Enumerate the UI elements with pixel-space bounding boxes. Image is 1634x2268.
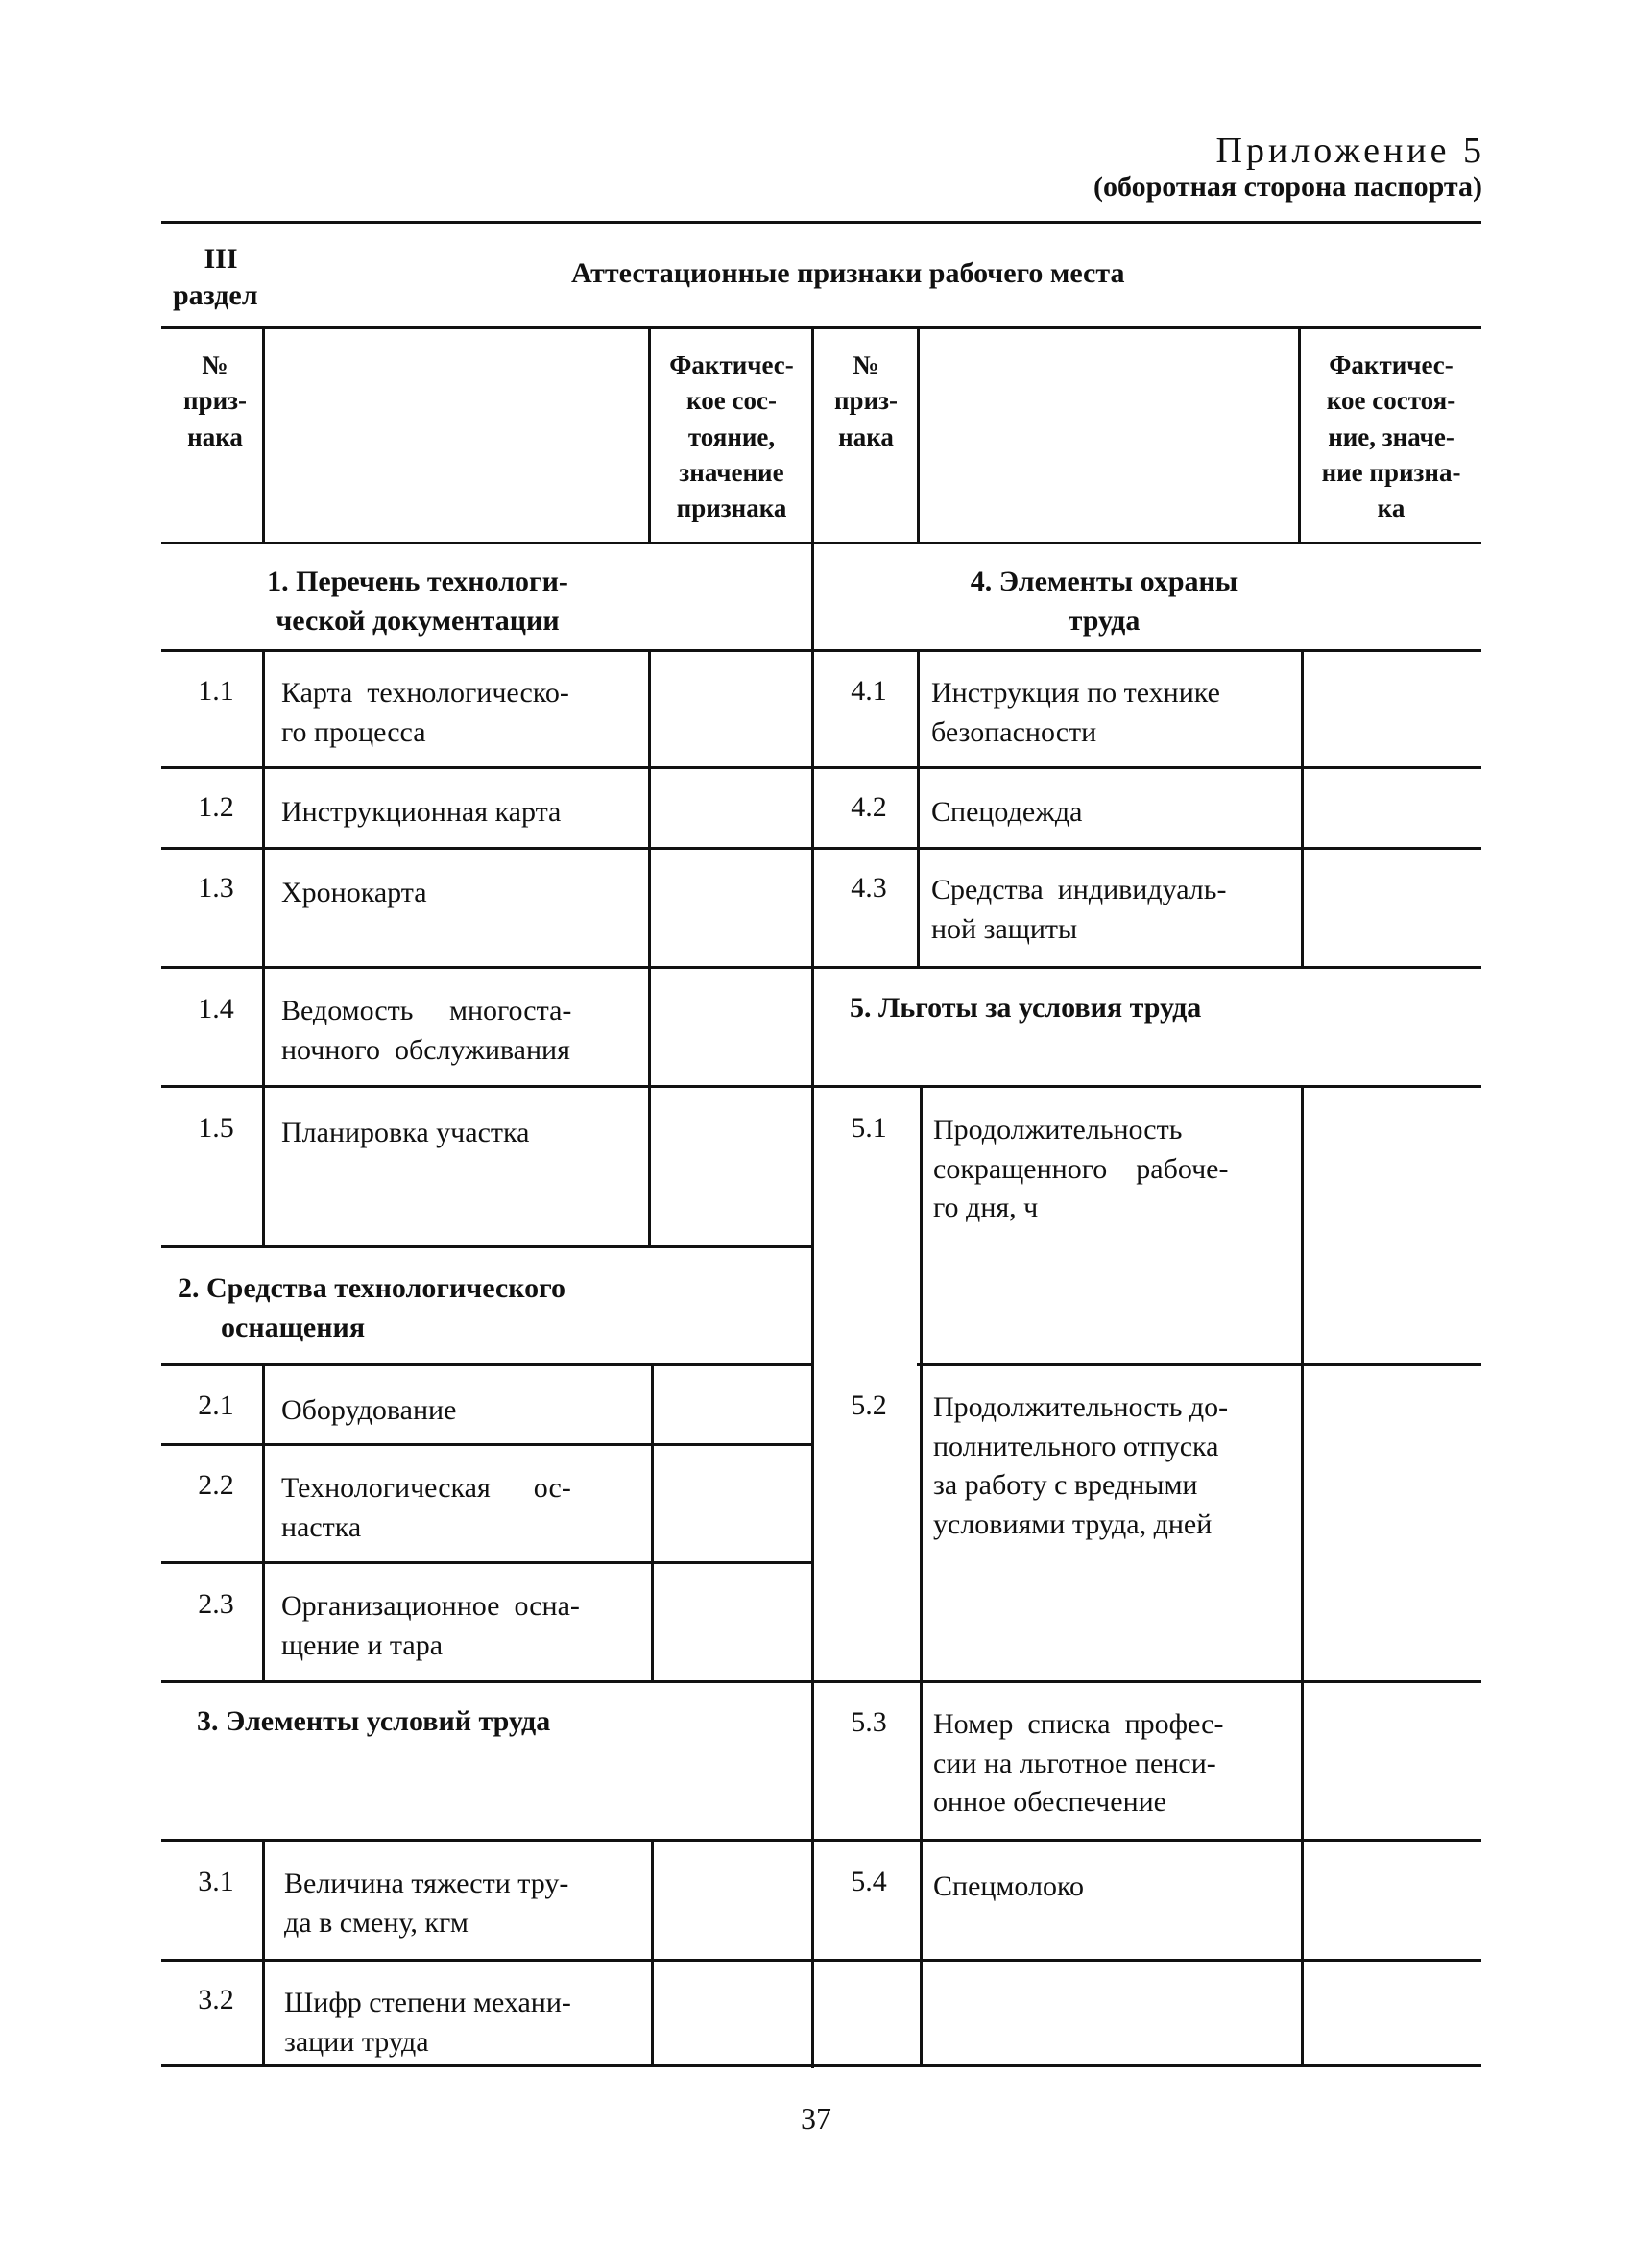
rule-r12-top bbox=[161, 766, 812, 769]
appendix-title: Приложение 5 bbox=[1215, 131, 1485, 171]
vline-l2c bbox=[651, 1839, 654, 2066]
row-4-3-num: 4.3 bbox=[851, 872, 887, 904]
group-2-title: 2. Средства технологического оснащения bbox=[178, 1272, 565, 1343]
row-1-5-text: Планировка участка bbox=[281, 1117, 530, 1148]
rule-bottom-right bbox=[811, 2064, 1481, 2067]
rule-r54-top bbox=[811, 1839, 1481, 1842]
section-number: III bbox=[204, 243, 238, 275]
vline-l1b bbox=[262, 1363, 265, 1682]
rule-header-top bbox=[161, 326, 1481, 329]
row-4-2-num: 4.2 bbox=[851, 791, 887, 823]
row-5-2-text: Продолжительность до- полнительного отпуска за работу с вредными условиями труда, дней bbox=[933, 1391, 1229, 1540]
row-2-2-text: Технологическая ос- настка bbox=[281, 1472, 571, 1543]
vline-h1 bbox=[262, 326, 265, 543]
row-4-1-text: Инструкция по технике безопасности bbox=[931, 677, 1220, 748]
row-4-1-num: 4.1 bbox=[851, 675, 887, 707]
row-1-2-text: Инструкционная карта bbox=[281, 796, 562, 828]
vline-r1b bbox=[920, 1085, 923, 2066]
rule-r13-top bbox=[161, 847, 812, 850]
rule-g3-top bbox=[161, 1680, 812, 1683]
vline-r2b bbox=[1301, 1085, 1304, 2066]
row-3-2-text: Шифр степени механи- зации труда bbox=[284, 1987, 571, 2058]
group-1-title: 1. Перечень технологи- ческой документации bbox=[267, 566, 568, 637]
row-5-2-num: 5.2 bbox=[851, 1389, 887, 1421]
row-2-1-text: Оборудование bbox=[281, 1394, 457, 1426]
row-1-1-num: 1.1 bbox=[198, 675, 234, 707]
appendix-subtitle: (оборотная сторона паспорта) bbox=[1093, 171, 1482, 203]
row-2-1-num: 2.1 bbox=[198, 1389, 234, 1421]
vline-r1a bbox=[917, 649, 920, 968]
rule-r11-top bbox=[161, 649, 1481, 652]
vline-l1c bbox=[262, 1839, 265, 2066]
col-value-right: Фактичес- кое состоя- ние, значе- ние призна- ка bbox=[1321, 350, 1461, 522]
row-3-1-text: Величина тяжести тру- да в смену, кгм bbox=[284, 1868, 569, 1939]
row-4-3-text: Средства индивидуаль- ной защиты bbox=[931, 874, 1227, 945]
row-2-3-num: 2.3 bbox=[198, 1588, 234, 1620]
rule-g2-top bbox=[161, 1245, 812, 1248]
row-1-3-num: 1.3 bbox=[198, 872, 234, 904]
row-5-4-num: 5.4 bbox=[851, 1866, 887, 1897]
section-label: раздел bbox=[173, 279, 258, 311]
rule-r22-top bbox=[161, 1443, 812, 1446]
group-4-title: 4. Элементы охраны труда bbox=[970, 566, 1238, 637]
row-1-2-num: 1.2 bbox=[198, 791, 234, 823]
group-5-title: 5. Льготы за условия труда bbox=[850, 992, 1202, 1024]
rule-r32-top bbox=[161, 1959, 812, 1962]
row-1-5-num: 1.5 bbox=[198, 1112, 234, 1144]
row-2-2-num: 2.2 bbox=[198, 1469, 234, 1501]
rule-r53-top bbox=[811, 1680, 1481, 1683]
rule-top bbox=[161, 221, 1481, 224]
vline-l1a bbox=[262, 649, 265, 1246]
rule-r31-top bbox=[161, 1839, 812, 1842]
rule-r14-top bbox=[161, 966, 812, 969]
row-1-4-num: 1.4 bbox=[198, 993, 234, 1025]
row-1-4-text: Ведомость многоста- ночного обслуживания bbox=[281, 995, 572, 1066]
rule-r21-top bbox=[161, 1363, 812, 1366]
vline-l2a bbox=[648, 649, 651, 1246]
rule-r51-top bbox=[811, 1085, 1481, 1088]
rule-r15-top bbox=[161, 1085, 812, 1088]
rule-bottom-left bbox=[161, 2064, 812, 2067]
section-title: Аттестационные признаки рабочего места bbox=[571, 257, 1125, 289]
rule-r55-top bbox=[811, 1959, 1481, 1962]
row-5-3-text: Номер списка профес- сии на льготное пенси- онное обеспечение bbox=[933, 1708, 1224, 1818]
col-value-left: Фактичес- кое сос- тояние, значение признака bbox=[669, 350, 794, 522]
rule-r43-top bbox=[811, 847, 1481, 850]
row-5-1-text: Продолжительность сокращенного рабоче- го дня, ч bbox=[933, 1114, 1229, 1223]
rule-r23-top bbox=[161, 1561, 812, 1564]
vline-h4 bbox=[917, 326, 920, 543]
group-3-title: 3. Элементы условий труда bbox=[197, 1705, 551, 1737]
rule-r52-top bbox=[917, 1363, 1481, 1366]
row-4-2-text: Спецодежда bbox=[931, 796, 1083, 828]
row-2-3-text: Организационное осна- щение и тара bbox=[281, 1590, 580, 1661]
rule-g5-top bbox=[811, 966, 1481, 969]
col-num-left: № приз- нака bbox=[183, 350, 247, 451]
vline-l2b bbox=[651, 1363, 654, 1682]
row-1-3-text: Хронокарта bbox=[281, 877, 427, 908]
vline-r2a bbox=[1301, 649, 1304, 968]
row-3-1-num: 3.1 bbox=[198, 1866, 234, 1897]
row-1-1-text: Карта технологическо- го процесса bbox=[281, 677, 569, 748]
row-5-4-text: Спецмолоко bbox=[933, 1870, 1085, 1902]
page-number: 37 bbox=[801, 2101, 831, 2135]
row-3-2-num: 3.2 bbox=[198, 1984, 234, 2015]
row-5-1-num: 5.1 bbox=[851, 1112, 887, 1144]
rule-r42-top bbox=[811, 766, 1481, 769]
rule-header-bottom bbox=[161, 542, 1481, 544]
col-num-right: № приз- нака bbox=[834, 350, 898, 451]
row-5-3-num: 5.3 bbox=[851, 1706, 887, 1738]
